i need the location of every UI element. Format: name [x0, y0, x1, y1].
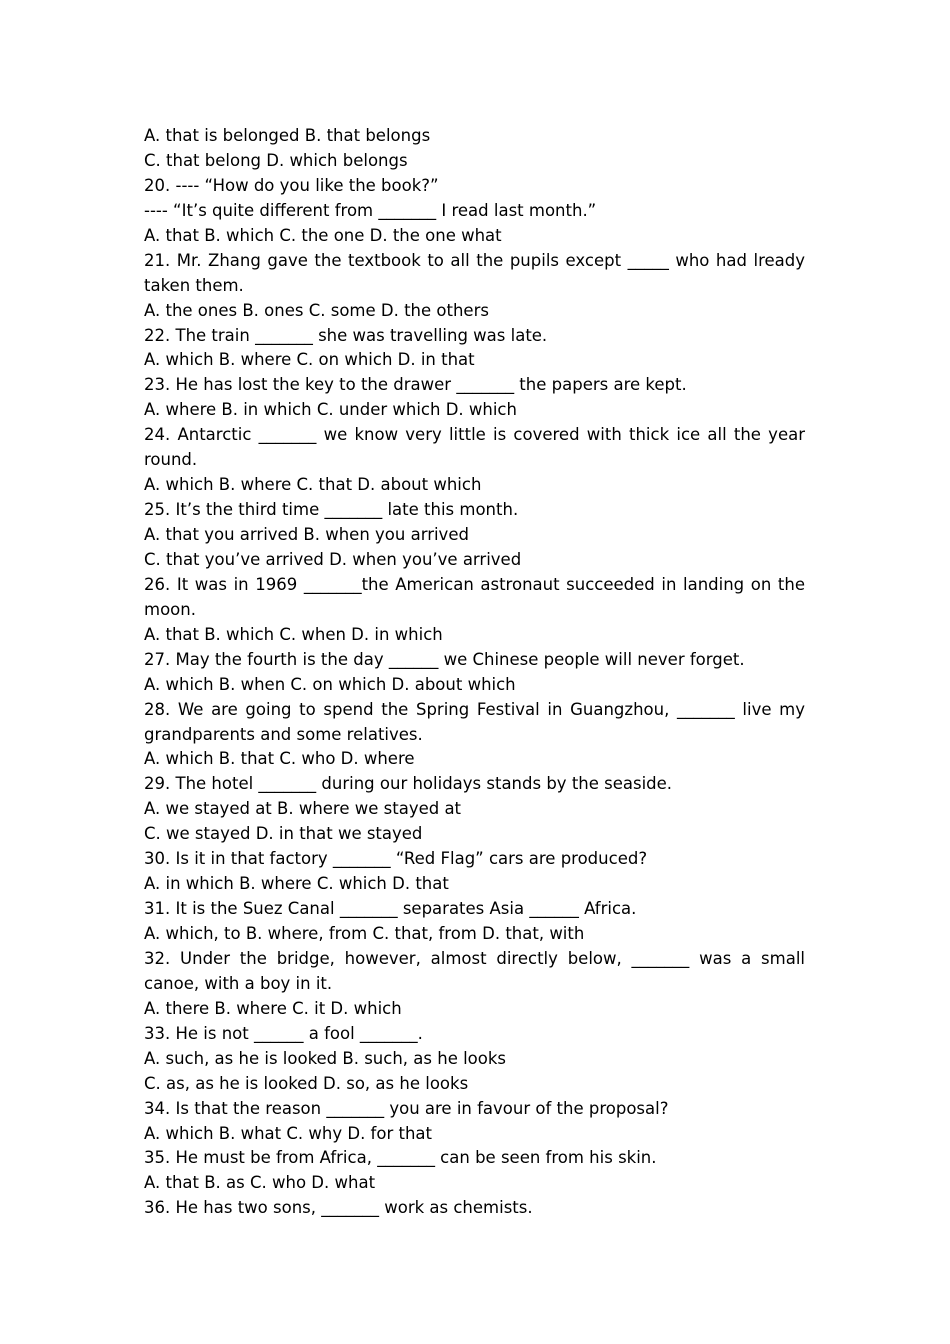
text-line: 20. ---- “How do you like the book?” [144, 175, 439, 195]
text-line: 34. Is that the reason _______ you are in favour of the proposal? [144, 1098, 669, 1118]
text-line: A. which B. what C. why D. for that [144, 1123, 432, 1143]
text-line: 23. He has lost the key to the drawer _______ the papers are kept. [144, 375, 687, 395]
text-line: C. that you’ve arrived D. when you’ve arrived [144, 549, 522, 569]
text-line: grandparents and some relatives. [144, 724, 423, 744]
text-line: A. which, to B. where, from C. that, from D. that, with [144, 924, 585, 943]
text-line: 21. Mr. Zhang gave the textbook to all the pupils except _____ who had lready [144, 250, 805, 270]
text-line: A. which B. when C. on which D. about which [144, 674, 516, 694]
text-line: round. [144, 450, 198, 470]
text-line: A. where B. in which C. under which D. which [144, 400, 517, 420]
text-line: A. that is belonged B. that belongs [144, 126, 431, 145]
text-line: C. as, as he is looked D. so, as he looks [144, 1073, 469, 1093]
text-line: A. that B. which C. the one D. the one what [144, 225, 502, 245]
text-line: A. that B. as C. who D. what [144, 1173, 376, 1193]
text-line: A. there B. where C. it D. which [144, 998, 402, 1018]
text-line: A. which B. where C. that D. about which [144, 475, 482, 495]
text-line: A. the ones B. ones C. some D. the others [144, 300, 489, 320]
text-line: A. in which B. where C. which D. that [144, 874, 449, 894]
text-line: 28. We are going to spend the Spring Festival in Guangzhou, _______ live my [144, 699, 805, 719]
text-line: 35. He must be from Africa, _______ can be seen from his skin. [144, 1148, 657, 1168]
text-line: 29. The hotel _______ during our holidays stands by the seaside. [144, 774, 673, 794]
text-line: A. which B. that C. who D. where [144, 749, 415, 769]
text-line: 25. It’s the third time _______ late this month. [144, 500, 519, 520]
text-line: A. which B. where C. on which D. in that [144, 350, 475, 370]
text-line: 33. He is not ______ a fool _______. [144, 1023, 423, 1043]
text-line: moon. [144, 599, 196, 619]
text-line: 26. It was in 1969 _______the American astronaut succeeded in landing on the [144, 574, 805, 594]
text-line: A. that you arrived B. when you arrived [144, 525, 469, 544]
text-line: 32. Under the bridge, however, almost directly below, _______ was a small [144, 948, 805, 968]
text-line: 24. Antarctic _______ we know very little is covered with thick ice all the year [144, 425, 805, 445]
text-line: A. we stayed at B. where we stayed at [144, 799, 462, 819]
text-line: taken them. [144, 275, 244, 295]
text-line: A. that B. which C. when D. in which [144, 624, 443, 644]
text-line: 31. It is the Suez Canal _______ separates Asia ______ Africa. [144, 899, 637, 919]
text-line: C. we stayed D. in that we stayed [144, 824, 423, 844]
text-line: 36. He has two sons, _______ work as chemists. [144, 1198, 533, 1218]
text-line: 22. The train _______ she was travelling was late. [144, 325, 548, 345]
text-line: A. such, as he is looked B. such, as he looks [144, 1048, 507, 1068]
text-block [144, 124, 805, 1221]
text-line: ---- “It’s quite different from _______ I read last month.” [144, 200, 597, 220]
text-line: canoe, with a boy in it. [144, 973, 333, 993]
text-line: 30. Is it in that factory _______ “Red Flag” cars are produced? [144, 849, 648, 869]
text-line: C. that belong D. which belongs [144, 150, 408, 170]
text-line: 27. May the fourth is the day ______ we Chinese people will never forget. [144, 649, 745, 669]
